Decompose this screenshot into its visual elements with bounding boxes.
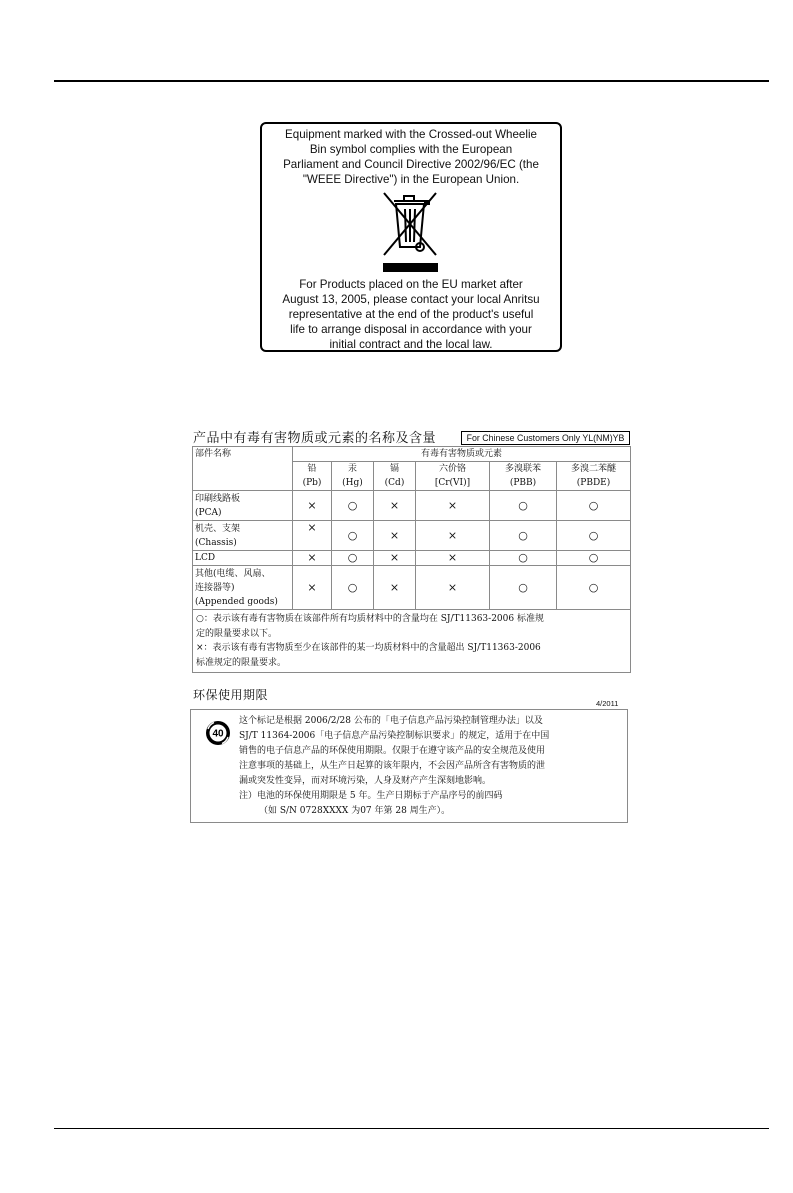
table-notes-row (193, 610, 631, 673)
weee-line: life to arrange disposal in accordance with your (290, 323, 532, 336)
efup-date: 4/2011 (596, 699, 619, 708)
weee-line: Equipment marked with the Crossed-out Wheelie (285, 128, 537, 141)
efup-title: 环保使用期限 (193, 688, 269, 702)
part-name-cell: 印刷线路板 (PCA) (193, 491, 293, 521)
mark-cell: × (374, 491, 416, 521)
efup-line: 注意事项的基础上，从生产日起算的该年限内，不会因产品所含有害物质的泄 (239, 761, 546, 771)
mark-cell: × (293, 521, 332, 551)
weee-notice-bottom-text (262, 277, 560, 352)
substance-header: 铅 (Pb) (293, 462, 332, 491)
mark-cell: × (374, 566, 416, 610)
efup-line: 销售的电子信息产品的环保使用期限。仅限于在遵守该产品的安全规范及使用 (239, 746, 546, 756)
mark-cell: × (374, 521, 416, 551)
mark-cell: × (293, 566, 332, 610)
efup-line: （如 S/N 0728XXXX 为07 年第 28 周生产）。 (259, 806, 451, 816)
table-row (193, 551, 631, 566)
header-rule (54, 80, 769, 82)
mark-cell: ○ (557, 551, 631, 566)
efup-logo-number: 40 (212, 728, 224, 740)
efup-line: 注）电池的环保使用期限是 5 年。生产日期标于产品序号的前四码 (239, 791, 503, 801)
hazardous-substances-table (192, 446, 631, 673)
mark-cell: ○ (332, 551, 374, 566)
note-line: ×：表示该有毒有害物质至少在该部件的某一均质材料中的含量超出 SJ/T11363-2006 (196, 643, 541, 653)
efup-40-logo-icon (205, 720, 231, 746)
efup-text (239, 714, 625, 819)
mark-cell: ○ (490, 566, 557, 610)
table-header-row (193, 447, 631, 462)
table-row (193, 521, 631, 551)
weee-line: Parliament and Council Directive 2002/96/EC (the (283, 158, 539, 171)
substance-header: 六价铬 [Cr(VI)] (416, 462, 490, 491)
chinese-customers-note: For Chinese Customers Only YL(NM)YB (461, 431, 630, 445)
part-name-cell: LCD (193, 551, 293, 566)
footer-rule (54, 1128, 769, 1129)
weee-line: For Products placed on the EU market after (299, 278, 523, 291)
weee-bin-bar (383, 263, 438, 272)
note-line: 标准规定的限量要求。 (196, 657, 287, 668)
table-row (193, 491, 631, 521)
mark-cell: × (416, 521, 490, 551)
mark-cell: × (293, 491, 332, 521)
table-row (193, 566, 631, 610)
efup-line: 漏或突发性变异，而对环境污染，人身及财产产生深刻地影响。 (239, 776, 492, 786)
efup-box (190, 709, 628, 823)
weee-notice-box (260, 122, 562, 352)
table-notes (193, 610, 631, 673)
header-substance-group: 有毒有害物质或元素 (293, 447, 631, 462)
crossed-out-wheelie-bin-icon (378, 187, 442, 261)
part-name-cell: 机壳、支架 (Chassis) (193, 521, 293, 551)
mark-cell: × (374, 551, 416, 566)
weee-line: representative at the end of the product's useful (288, 308, 534, 321)
substance-header: 镉 (Cd) (374, 462, 416, 491)
mark-cell: × (416, 551, 490, 566)
substance-header: 多溴二苯醚 (PBDE) (557, 462, 631, 491)
note-line: ○：表示该有毒有害物质在该部件所有均质材料中的含量均在 SJ/T11363-2006 标准规 (196, 614, 544, 624)
mark-cell: ○ (490, 491, 557, 521)
mark-cell: ○ (490, 521, 557, 551)
weee-line: August 13, 2005, please contact your local Anritsu (282, 293, 540, 306)
weee-notice-top-text (262, 127, 560, 187)
efup-line: SJ/T 11364-2006「电子信息产品污染控制标识要求」的规定，适用于在中国 (239, 731, 550, 741)
mark-cell: ○ (490, 551, 557, 566)
efup-line: 这个标记是根据 2006/2/28 公布的「电子信息产品污染控制管理办法」以及 (239, 716, 543, 726)
mark-cell: ○ (557, 521, 631, 551)
weee-line: "WEEE Directive") in the European Union. (302, 173, 520, 186)
hazardous-substances-title: 产品中有毒有害物质或元素的名称及含量 (193, 431, 437, 446)
mark-cell: ○ (557, 491, 631, 521)
note-line: 定的限量要求以下。 (196, 628, 278, 639)
weee-line: initial contract and the local law. (329, 338, 493, 351)
substance-header: 多溴联苯 (PBB) (490, 462, 557, 491)
part-name-cell: 其他(电缆、风扇、 连接器等) (Appended goods) (193, 566, 293, 610)
mark-cell: ○ (332, 521, 374, 551)
substance-header: 汞 (Hg) (332, 462, 374, 491)
header-part-name: 部件名称 (193, 447, 293, 491)
mark-cell: × (293, 551, 332, 566)
mark-cell: × (416, 566, 490, 610)
weee-line: Bin symbol complies with the European (309, 143, 513, 156)
mark-cell: × (416, 491, 490, 521)
mark-cell: ○ (557, 566, 631, 610)
mark-cell: ○ (332, 491, 374, 521)
mark-cell: ○ (332, 566, 374, 610)
